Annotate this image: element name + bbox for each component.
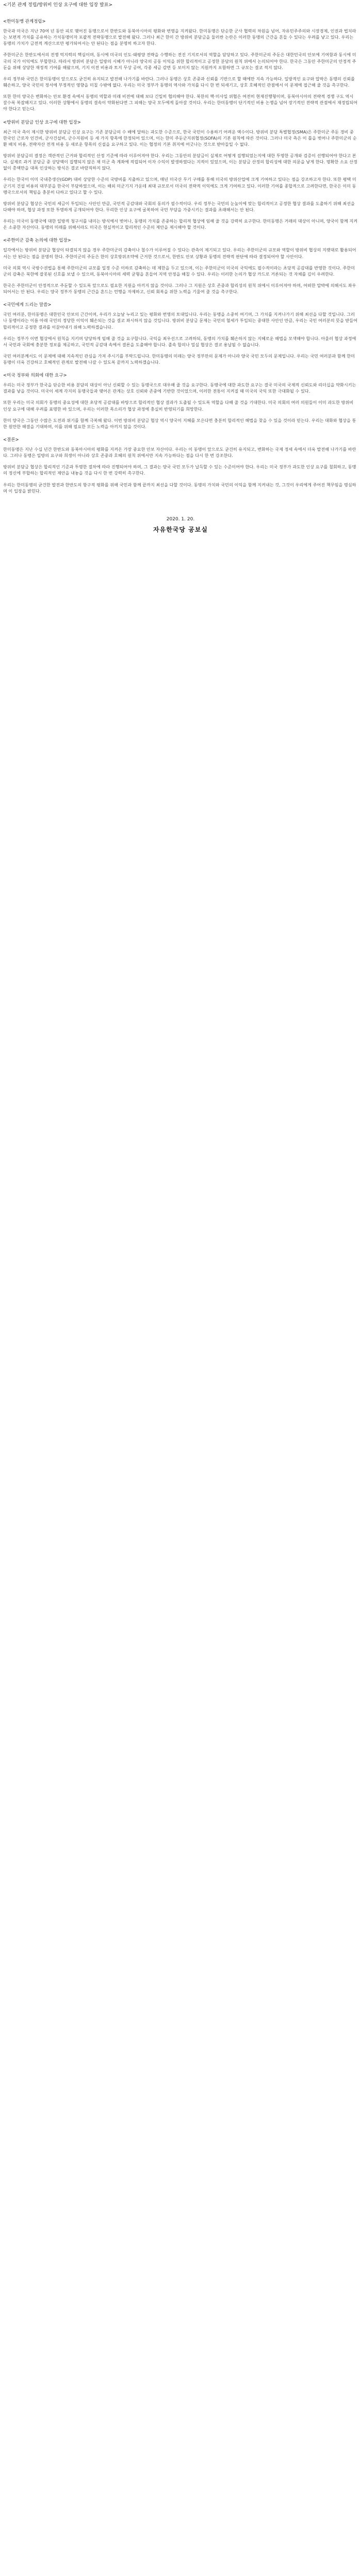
section-heading: <한미동맹 관계정립>: [3, 19, 46, 24]
section-heading: <결론>: [3, 437, 19, 443]
section-heading: <방위비 분담금 인상 요구에 대한 입장>: [3, 120, 81, 125]
body-paragraph: 미국 의회 역시 국방수권법을 통해 주한미군의 규모를 일정 수준 이하로 감축하는 데 제한을 두고 있으며, 이는 주한미군이 미국의 국익에도 필수적이라는 초당적 공감대를 반영한 것이다. 주한미군의 감축은 북한에 잘못된 신호를 보낼 수 있으며, 동북아시아의 세력 균형을 흔들어 지역 안정을 해칠 수 있다. 우리는 이러한 논의가 협상 카드로 거론되는 것 자체를 깊이 우려한다.: [3, 265, 355, 277]
body-paragraph: 또한 우리는 미국 의회가 동맹의 중요성에 대한 초당적 공감대를 바탕으로 합리적인 협상 결과가 도출될 수 있도록 역할을 다해 줄 것을 기대한다. 미국 의회의 여러 의원들이 이미 과도한 방위비 인상 요구에 대해 우려를 표명한 바 있으며, 우리는 이러한 목소리가 협상 과정에 충실히 반영되기를 희망한다.: [3, 400, 354, 412]
body-paragraph: 우리는 정부가 이번 협상에서 원칙을 지키며 당당하게 임해 줄 것을 요구합니다. 국익을 최우선으로 고려하되, 동맹의 가치를 훼손하지 않는 지혜로운 해법을 모색해야 합니다. 아울러 협상 과정에서 국민과 국회에 충분한 정보를 제공하고, 국민적 공감대 속에서 결론을 도출해야 합니다. 졸속 합의나 밀실 협상은 결코 용납될 수 없습니다.: [3, 335, 356, 347]
body-paragraph: 방위비 분담금의 결정은 객관적인 근거와 합리적인 산정 기준에 따라 이루어져야 한다. 우리는 그동안의 분담금이 실제로 어떻게 집행되었는지에 대한 투명한 공개와 검증이 선행되어야 한다고 본다. 실제로 과거 분담금 중 상당액이 집행되지 않은 채 미군 측 계좌에 적립되어 이자 수익이 발생하였다는 지적이 있었으며, 이는 분담금 산정의 합리성에 대한 의문을 낳게 한다. 명확한 소요 산정 없이 총액만을 대폭 인상하는 방식은 결코 바람직하지 않다.: [3, 152, 358, 171]
body-paragraph: 우리는 미국이 동맹국에 대한 일방적 청구서를 내미는 방식에서 벗어나, 동맹의 가치를 존중하는 합리적 협상에 임해 줄 것을 강력히 요구한다. 한미동맹은 거래의 대상이 아니며, 양국이 함께 지켜온 소중한 자산이다. 동맹의 미래를 위해서라도 미국은 현실적이고 합리적인 수준의 제안을 제시해야 할 것이다.: [3, 218, 358, 230]
body-paragraph: 우리는 미국 정부가 한국을 단순한 비용 분담의 대상이 아닌 신뢰할 수 있는 동맹국으로 대우해 줄 것을 요구한다. 동맹국에 대한 과도한 요구는 결국 미국의 국제적 신뢰도와 리더십을 약화시키는 결과를 낳을 것이다. 미국이 세계 각지의 동맹국들과 맺어온 관계는 상호 신뢰와 존중에 기반한 것이었으며, 이러한 전통이 지켜질 때 미국의 국익 또한 극대화될 수 있다.: [3, 382, 356, 394]
document-title: <기본 관계 정립/방위비 인상 요구에 대한 입장 발표>: [3, 3, 113, 8]
body-paragraph: 우리는 한미동맹의 굳건한 발전과 한반도의 항구적 평화를 위해 국민과 함께 끝까지 최선을 다할 것이다. 동맹의 가치와 국민의 이익을 함께 지켜내는 것, 그것이 우리에게 주어진 책무임을 명심하며 이 입장을 밝힌다.: [3, 482, 356, 494]
section-heading: <국민에게 드리는 말씀>: [3, 302, 52, 308]
tail-space: [3, 534, 358, 544]
body-paragraph: 한미 양국은 그동안 수많은 도전과 위기를 함께 극복해 왔다. 이번 방위비 분담금 협상 역시 양국이 지혜를 모은다면 충분히 합리적인 해법을 찾을 수 있을 것이라 믿는다. 우리는 대화와 협상을 통한 원만한 해결을 기대하며, 이를 위해 필요한 모든 노력을 아끼지 않을 것이다.: [3, 417, 356, 429]
body-paragraph: 한국과 미국은 지난 70여 년 동안 피로 맺어진 동맹으로서 한반도와 동북아시아의 평화와 번영을 지켜왔다. 한미동맹은 단순한 군사 협력의 차원을 넘어, 자유민주주의와 시장경제, 인권과 법치라는 보편적 가치를 공유하는 가치동맹이자 포괄적 전략동맹으로 발전해 왔다. 그러나 최근 한미 간 방위비 분담금을 둘러싼 논란은 이러한 동맹의 근간을 흔들 수 있다는 우려를 낳고 있다. 우리는 동맹의 가치가 금전적 계산으로만 평가되어서는 안 된다는 점을 분명히 하고자 한다.: [3, 28, 356, 46]
body-paragraph: 방위비 분담금 협상은 국민의 세금이 투입되는 사안인 만큼, 국민적 공감대와 국회의 동의가 필수적이다. 우리 정부는 국민의 눈높이에 맞는 합리적이고 공정한 협상 결과를 도출하기 위해 최선을 다해야 하며, 협상 과정 또한 투명하게 공개되어야 한다. 무리한 인상 요구에 굴복하여 국민 부담을 가중시키는 결과를 초래해서는 안 된다.: [3, 200, 355, 212]
body-paragraph: 우리 정부와 국민은 한미동맹이 앞으로도 굳건히 유지되고 발전해 나가기를 바란다. 그러나 동맹은 상호 존중과 신뢰를 기반으로 할 때에만 지속 가능하다. 일방적인 요구와 압박은 동맹의 신뢰를 훼손하고, 양국 국민의 정서에 부정적인 영향을 미칠 수밖에 없다. 우리는 미국 정부가 동맹의 역사와 가치를 다시 한 번 되새기고, 상호 호혜적인 관점에서 이 문제에 접근해 줄 것을 촉구한다.: [3, 76, 355, 88]
document-body: [3, 19, 358, 494]
body-paragraph: 한국은 주한미군이 안정적으로 주둔할 수 있도록 앞으로도 필요한 지원을 아끼지 않을 것이다. 그러나 그 지원은 상호 존중과 합리성의 원칙 위에서 이루어져야 하며, 어떠한 압박에 의해서도 좌우되어서는 안 된다. 우리는 양국 정부가 동맹의 근간을 흔드는 언행을 자제하고, 신뢰 회복을 위한 노력을 기울여 줄 것을 촉구한다.: [3, 282, 356, 295]
body-paragraph: 방위비 분담금 협상은 합리적인 기준과 투명한 절차에 따라 진행되어야 하며, 그 결과는 양국 국민 모두가 납득할 수 있는 수준이어야 한다. 우리는 미국 정부가 과도한 인상 요구를 철회하고, 동맹의 정신에 부합하는 합리적인 제안을 내놓을 것을 다시 한 번 강력히 촉구한다.: [3, 464, 356, 476]
section-heading: <미국 정부와 의회에 대한 요구>: [3, 373, 67, 379]
section-heading: <주한미군 감축 논의에 대한 입장>: [3, 238, 71, 244]
body-paragraph: 주한미군은 한반도에서의 전쟁 억지력의 핵심이며, 동시에 미국의 인도·태평양 전략을 수행하는 전진 기지로서의 역할을 담당하고 있다. 주한미군의 주둔은 대한민국의 안보에 기여함과 동시에 미국의 국가 이익에도 부합한다. 따라서 방위비 분담은 일방의 시혜가 아니라 양국의 공동 이익을 위한 합리적이고 공정한 분담의 원칙 위에서 논의되어야 한다. 한국은 그동안 주한미군의 안정적 주둔을 위해 상당한 재정적 기여를 해왔으며, 기지 이전 비용과 토지 무상 공여, 각종 세금 감면 등 보이지 않는 지원까지 포함하면 그 규모는 결코 적지 않다.: [3, 52, 356, 70]
signature-date: 2020. 1. 20.: [166, 516, 195, 522]
body-paragraph: 일각에서는 방위비 분담금 협상이 타결되지 않을 경우 주한미군의 감축이나 철수가 이루어질 수 있다는 관측이 제기되고 있다. 우리는 주한미군의 규모와 역할이 방위비 협상의 지렛대로 활용되어서는 안 된다는 점을 분명히 한다. 주한미군의 주둔은 한미 상호방위조약에 근거한 것으로서, 한반도 안보 상황과 동맹의 전략적 판단에 따라 결정되어야 할 사안이다.: [3, 247, 356, 259]
body-paragraph: 한미동맹은 지난 수십 년간 한반도와 동북아시아의 평화를 지켜온 가장 중요한 안보 자산이다. 우리는 이 동맹이 앞으로도 굳건히 유지되고, 변화하는 국제 정세 속에서 더욱 발전해 나가기를 바란다. 그러나 동맹은 일방의 요구와 희생이 아니라 상호 존중과 호혜의 원칙 위에서만 지속 가능하다는 점을 다시 한 번 강조한다.: [3, 447, 356, 459]
signature-organization: 자유한국당 공보실: [153, 526, 208, 533]
body-paragraph: 국민 여러분께서도 이 문제에 대해 지속적인 관심을 가져 주시기를 부탁드립니다. 한미동맹의 미래는 양국 정부만의 문제가 아니라 양국 국민 모두의 문제입니다. 우리는 국민 여러분과 함께 한미동맹이 더욱 건강하고 호혜적인 관계로 발전해 나갈 수 있도록 끝까지 노력하겠습니다.: [3, 353, 355, 365]
body-paragraph: 최근 미국 측이 제시한 방위비 분담금 인상 요구는 기존 분담금의 수 배에 달하는 과도한 수준으로, 한국 국민이 수용하기 어려운 액수이다. 방위비 분담 특별협정(SMA)은 주한미군 주둔 경비 중 한국인 근로자 인건비, 군사건설비, 군수지원비 등 세 가지 항목에 한정되어 있으며, 이는 한미 주둔군지위협정(SOFA)의 기본 원칙에 따른 것이다. 그러나 미국 측은 이 틀을 벗어나 주한미군의 순환 배치 비용, 전략자산 전개 비용 등 새로운 항목의 신설을 요구하고 있다. 이는 협정의 기본 취지에 어긋나는 것으로 받아들일 수 없다.: [3, 129, 357, 147]
body-paragraph: 우리는 한국이 이미 국내총생산(GDP) 대비 상당한 수준의 국방비를 지출하고 있으며, 매년 미국산 무기 구매를 통해 미국의 방위산업에 크게 기여하고 있다는 점을 강조하고자 한다. 또한 평택 미군기지 건설 비용의 대부분을 한국이 부담하였으며, 이는 해외 미군기지 가운데 최대 규모로서 미국의 전략적 이익에도 크게 기여하고 있다. 이러한 기여를 종합적으로 고려한다면, 한국은 이미 동맹국으로서의 책임을 충분히 다하고 있다고 할 수 있다.: [3, 177, 356, 195]
body-paragraph: 국민 여러분, 한미동맹은 대한민국 안보의 근간이며, 우리가 오늘날 누리고 있는 평화와 번영의 토대입니다. 우리는 동맹을 소중히 여기며, 그 가치를 지켜나가기 위해 최선을 다할 것입니다. 그러나 동맹이라는 이름 아래 국민의 정당한 이익이 훼손되는 것을 결코 좌시하지 않을 것입니다. 방위비 분담금 문제는 국민의 혈세가 투입되는 중대한 사안인 만큼, 우리는 국민 여러분의 뜻을 받들어 합리적이고 공정한 결과를 이끌어내기 위해 노력하겠습니다.: [3, 312, 358, 330]
body-paragraph: 또한 한미 양국은 변화하는 안보 환경 속에서 동맹의 역할과 미래 비전에 대해 보다 긴밀히 협의해야 한다. 북한의 핵·미사일 위협은 여전히 현재진행형이며, 동북아시아의 전략적 경쟁 구도 역시 갈수록 복잡해지고 있다. 이러한 상황에서 동맹의 결속이 약화된다면 그 피해는 양국 모두에게 돌아갈 것이다. 우리는 한미동맹이 단기적인 비용 논쟁을 넘어 장기적인 전략적 관점에서 재정립되어야 한다고 믿는다.: [3, 94, 358, 112]
